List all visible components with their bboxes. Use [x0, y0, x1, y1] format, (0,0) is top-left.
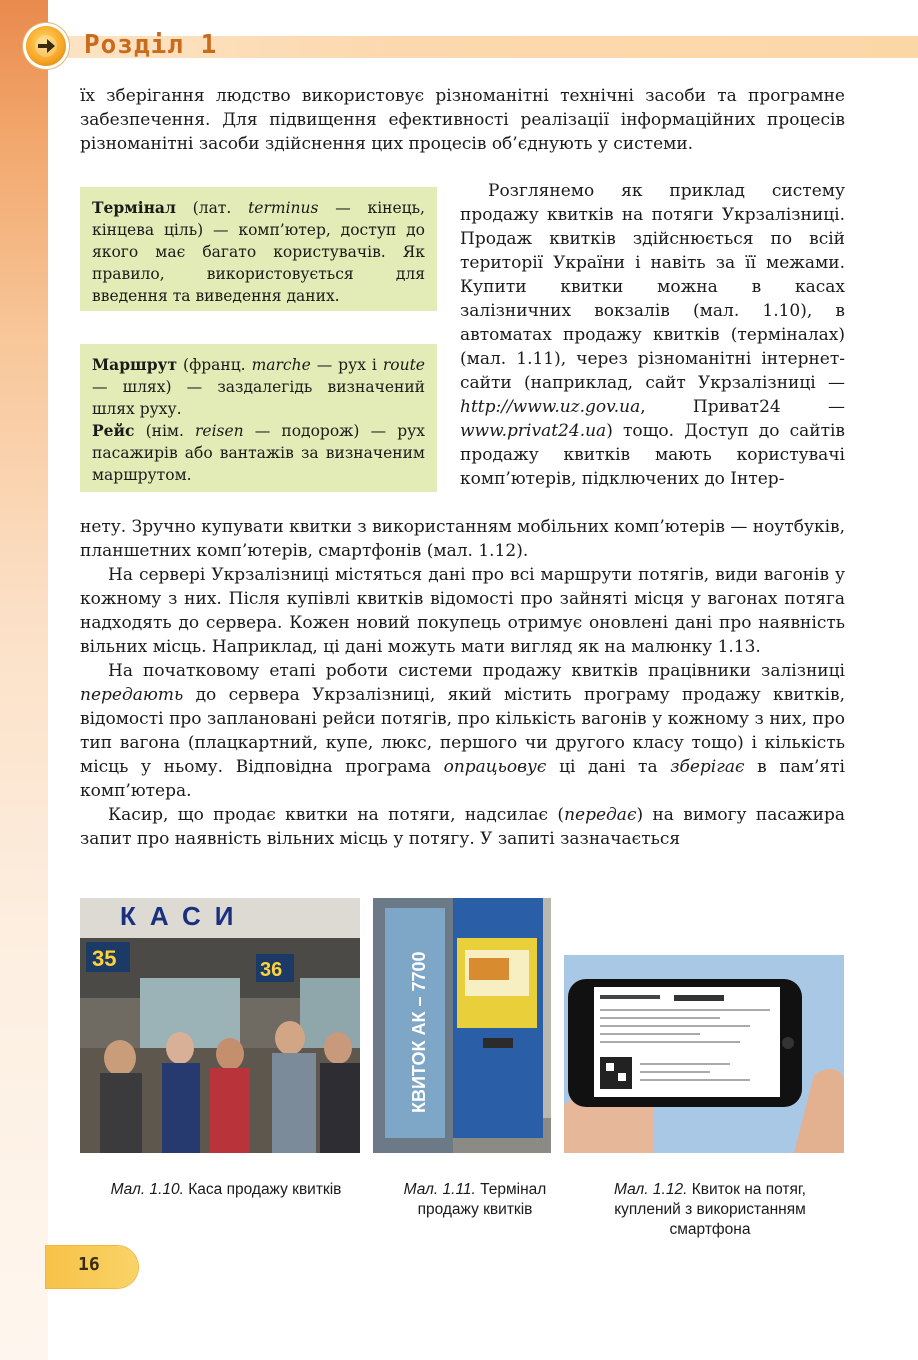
- definition-box-terminal: [80, 187, 437, 311]
- definition-terminal: Термінал (лат. terminus — кінець, кінцева ціль) — комп’ютер, доступ до якого має багато користувачів. Як правило, використовується для введення та виведення даних.: [92, 198, 425, 305]
- caption-fig-1-12: Мал. 1.12. Квиток на потяг, куплений з використанням смартфона: [614, 1181, 806, 1238]
- side-color-bar: [0, 0, 48, 1360]
- photo-ticket-terminal: [373, 898, 551, 1153]
- side-paragraph: Розглянемо як приклад систему продажу квитків на потяги Укрзалізниці. Продаж квитків здійснюється по всій території України і навіть за її межами. Купити квитки можна в касах залізничних вокзалів (мал. 1.10), в автоматах продажу квитків (терміналах) (мал. 1.11), через різноманітні інтернет-сайти (наприклад, сайт Укрзалізниці — http://www.uz.gov.ua, Приват24 — www.privat24.ua) тощо. Доступ до сайтів продажу квитків мають користувачі комп’ютерів, підключених до Інтер-: [460, 181, 845, 489]
- link-privat24[interactable]: www.privat24.ua: [460, 421, 607, 441]
- definition-box-route: [80, 344, 437, 492]
- arrow-right-icon: [26, 26, 66, 66]
- svg-text:36: 36: [260, 959, 283, 981]
- chapter-title: Розділ 1: [84, 30, 218, 60]
- svg-text:35: 35: [92, 946, 117, 971]
- paragraph-cashier: Касир, що продає квитки на потяги, надсилає (передає) на вимогу пасажира запит про наявність вільних місць у потягу. У запиті зазначається: [80, 805, 846, 849]
- caption-fig-1-10: Мал. 1.10. Каса продажу квитків: [110, 1181, 342, 1198]
- link-uz[interactable]: http://www.uz.gov.ua: [460, 397, 641, 417]
- paragraph-stage: На початковому етапі роботи системи продажу квитків працівники залізниці передають до сервера Укрзалізниці, який містить програму продажу квитків, відомості про заплановані рейси потягів, про кількість вагонів у кожному з них, про тип вагона (плацкартний, купе, люкс, першого чи другого класу тощо) і кількість місць у ньому. Відповідна програма опрацьовує ці дані та зберігає в пам’яті комп’ютера.: [80, 661, 845, 801]
- intro-paragraph: [80, 84, 845, 156]
- intro-text: їх зберігання людство використовує різноманітні технічні засоби та програмне забезпечення. Для підвищення ефективності реалізації інформаційних процесів різноманітні засоби здійснення цих процесів об’єднують у системи.: [80, 86, 845, 154]
- main-text: [80, 515, 845, 851]
- machine-label: КВИТОК АК – 7700: [409, 951, 429, 1113]
- photo-ticket-office: [80, 898, 360, 1153]
- term-trip: Рейс: [92, 421, 135, 440]
- paragraph-server: На сервері Укрзалізниці містяться дані про всі маршрути потягів, види вагонів у кожному з них. Після купівлі квитків відомості про зайняті місця у вагонах потяга надходять до сервера. Кожен новий покупець отримує оновлені дані про наявність вільних місць. Наприклад, ці дані можуть мати вигляд як на малюнку 1.13.: [80, 565, 845, 657]
- definition-trip: Рейс (нім. reisen — подорож) — рух пасажирів або вантажів за визначеним маршрутом.: [92, 421, 425, 484]
- page-number: 16: [78, 1254, 100, 1275]
- term-route: Маршрут: [92, 355, 178, 374]
- term-terminal: Термінал: [92, 198, 176, 217]
- definition-route: Маршрут (франц. marche — рух і route — шлях) — заздалегідь визначений шлях руху.: [92, 355, 425, 418]
- photo-smartphone-ticket: [564, 955, 844, 1153]
- caption-fig-1-11: Мал. 1.11. Термінал продажу квитків: [403, 1181, 547, 1218]
- sign-kasy: КАСИ: [120, 901, 248, 931]
- continuation-text: нету. Зручно купувати квитки з використанням мобільних комп’ютерів — ноутбуків, планшетних комп’ютерів, смартфонів (мал. 1.12).: [80, 517, 845, 561]
